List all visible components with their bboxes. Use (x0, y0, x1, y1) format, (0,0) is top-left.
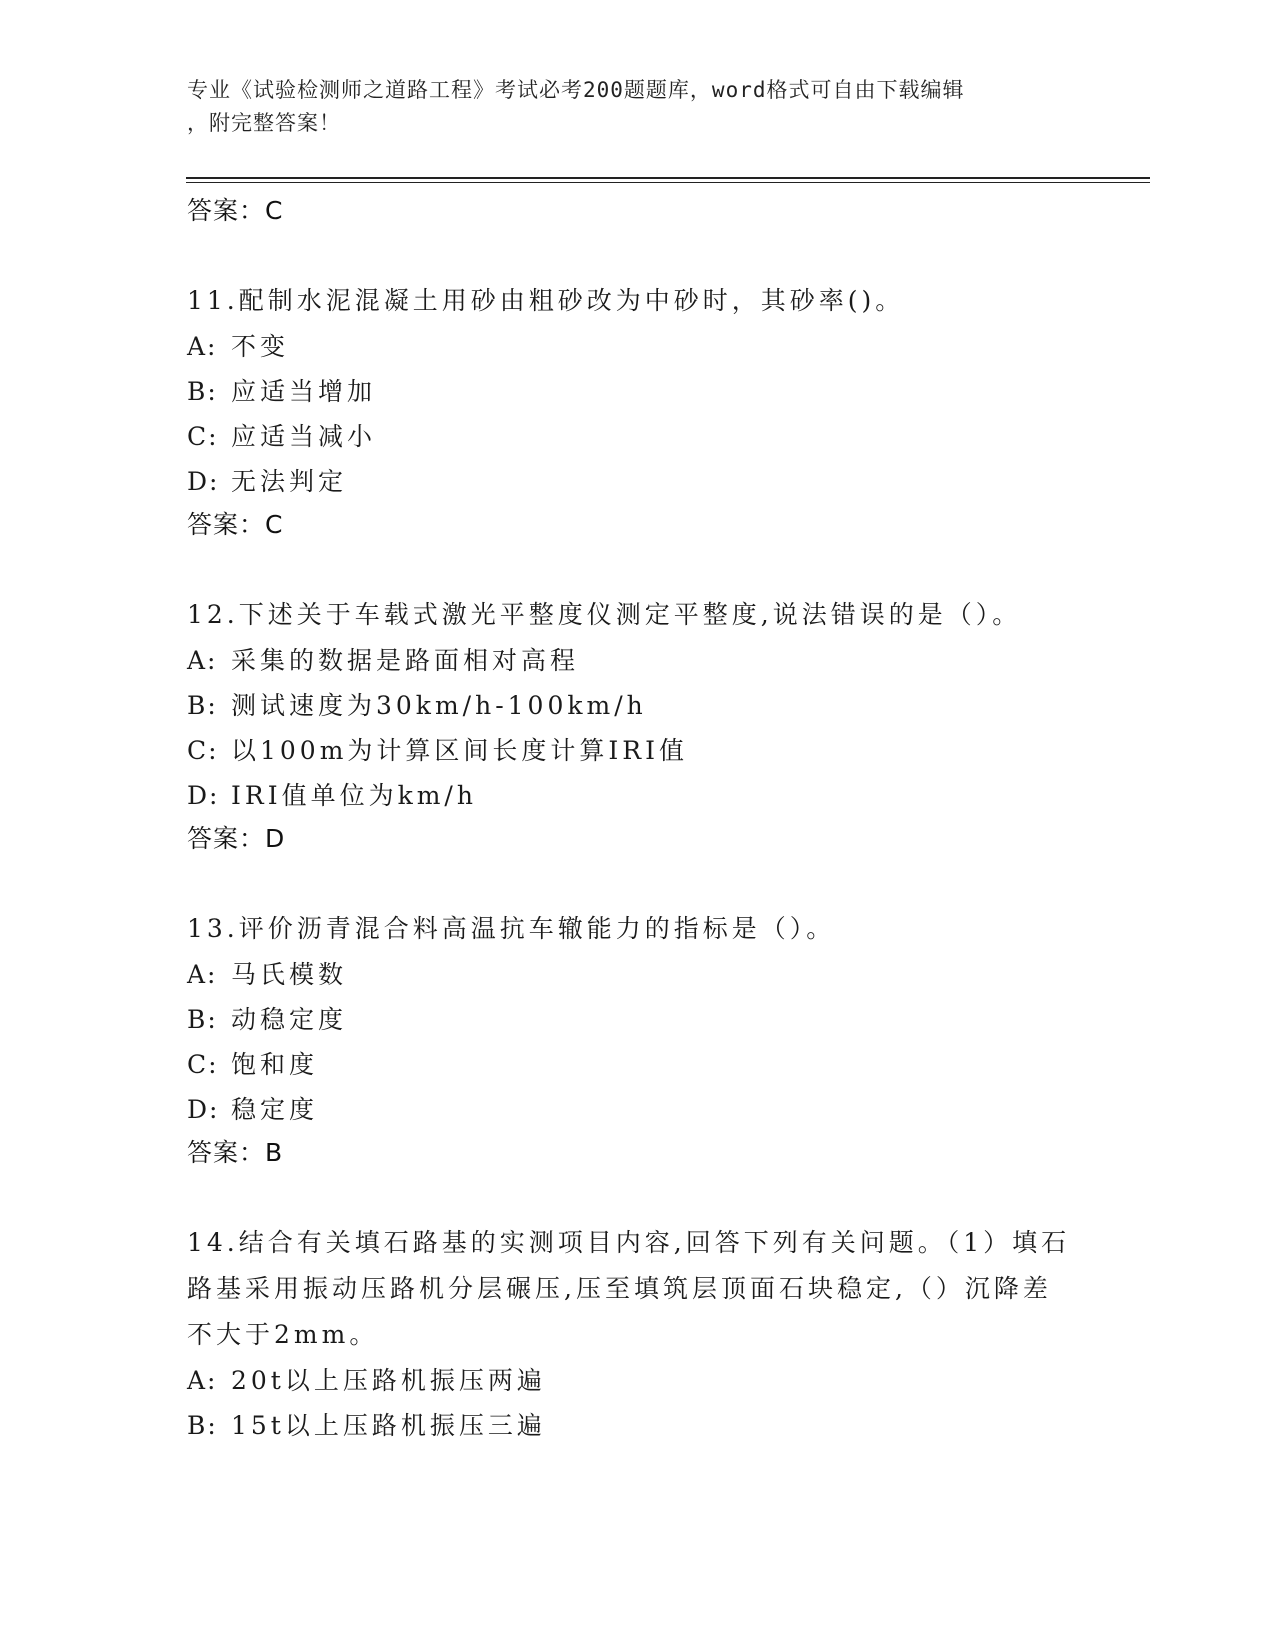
option-text: 以100m为计算区间长度计算IRI值 (231, 736, 688, 765)
option-letter: A: (187, 1366, 218, 1395)
question-list (187, 190, 1087, 1448)
option-letter: D: (187, 467, 220, 496)
option-letter: B: (187, 1411, 218, 1440)
option-b (187, 369, 1087, 414)
option-letter: B: (187, 691, 218, 720)
option-text: IRI值单位为km/h (231, 781, 477, 810)
option-a (187, 324, 1087, 369)
option-text: 稳定度 (231, 1095, 319, 1124)
option-letter: C: (187, 736, 219, 765)
option-a (187, 1358, 1087, 1403)
option-a (187, 638, 1087, 683)
question-stem-line: 14.结合有关填石路基的实测项目内容,回答下列有关问题。（1）填石 (187, 1228, 1071, 1257)
option-letter: B: (187, 377, 218, 406)
option-letter: A: (187, 960, 218, 989)
question-block (187, 1220, 1087, 1448)
question-block (187, 906, 1087, 1174)
option-letter: C: (187, 1050, 219, 1079)
document-header (187, 74, 1067, 140)
option-c (187, 1042, 1087, 1087)
header-divider-thin (186, 182, 1150, 183)
option-text: 20t以上压路机振压两遍 (231, 1366, 546, 1395)
option-letter: A: (187, 646, 218, 675)
question-stem-line: 路基采用振动压路机分层碾压,压至填筑层顶面石块稳定,（）沉降差 (187, 1274, 1052, 1303)
question-stem-line: 不大于2mm。 (187, 1320, 379, 1349)
option-d (187, 1087, 1087, 1132)
option-b (187, 997, 1087, 1042)
option-text: 应适当增加 (231, 377, 377, 406)
header-line-1: 专业《试验检测师之道路工程》考试必考200题题库，word格式可自由下载编辑 (187, 78, 965, 102)
option-text: 动稳定度 (231, 1005, 348, 1034)
question-stem: 12.下述关于车载式激光平整度仪测定平整度,说法错误的是（）。 (187, 600, 1022, 629)
option-c (187, 414, 1087, 459)
option-text: 15t以上压路机振压三遍 (231, 1411, 546, 1440)
option-letter: B: (187, 1005, 218, 1034)
option-a (187, 952, 1087, 997)
question-block (187, 592, 1087, 860)
question-stem: 11.配制水泥混凝土用砂由粗砂改为中砂时，其砂率()。 (187, 286, 905, 315)
option-text: 马氏模数 (231, 960, 348, 989)
answer-line: 答案：D (187, 824, 286, 853)
previous-answer: 答案：C (187, 196, 284, 225)
option-d (187, 459, 1087, 504)
option-d (187, 773, 1087, 818)
option-text: 不变 (231, 332, 290, 361)
option-text: 测试速度为30km/h-100km/h (231, 691, 647, 720)
option-text: 无法判定 (231, 467, 348, 496)
option-letter: C: (187, 422, 219, 451)
option-text: 饱和度 (231, 1050, 319, 1079)
option-text: 应适当减小 (231, 422, 377, 451)
option-letter: A: (187, 332, 218, 361)
option-b (187, 683, 1087, 728)
option-letter: D: (187, 1095, 220, 1124)
option-text: 采集的数据是路面相对高程 (231, 646, 580, 675)
question-stem: 13.评价沥青混合料高温抗车辙能力的指标是（）。 (187, 914, 836, 943)
option-letter: D: (187, 781, 220, 810)
header-divider (186, 177, 1150, 179)
option-c (187, 728, 1087, 773)
header-line-2: ，附完整答案！ (187, 111, 341, 135)
answer-line: 答案：B (187, 1138, 284, 1167)
answer-line: 答案：C (187, 510, 284, 539)
option-b (187, 1403, 1087, 1448)
question-block (187, 278, 1087, 546)
